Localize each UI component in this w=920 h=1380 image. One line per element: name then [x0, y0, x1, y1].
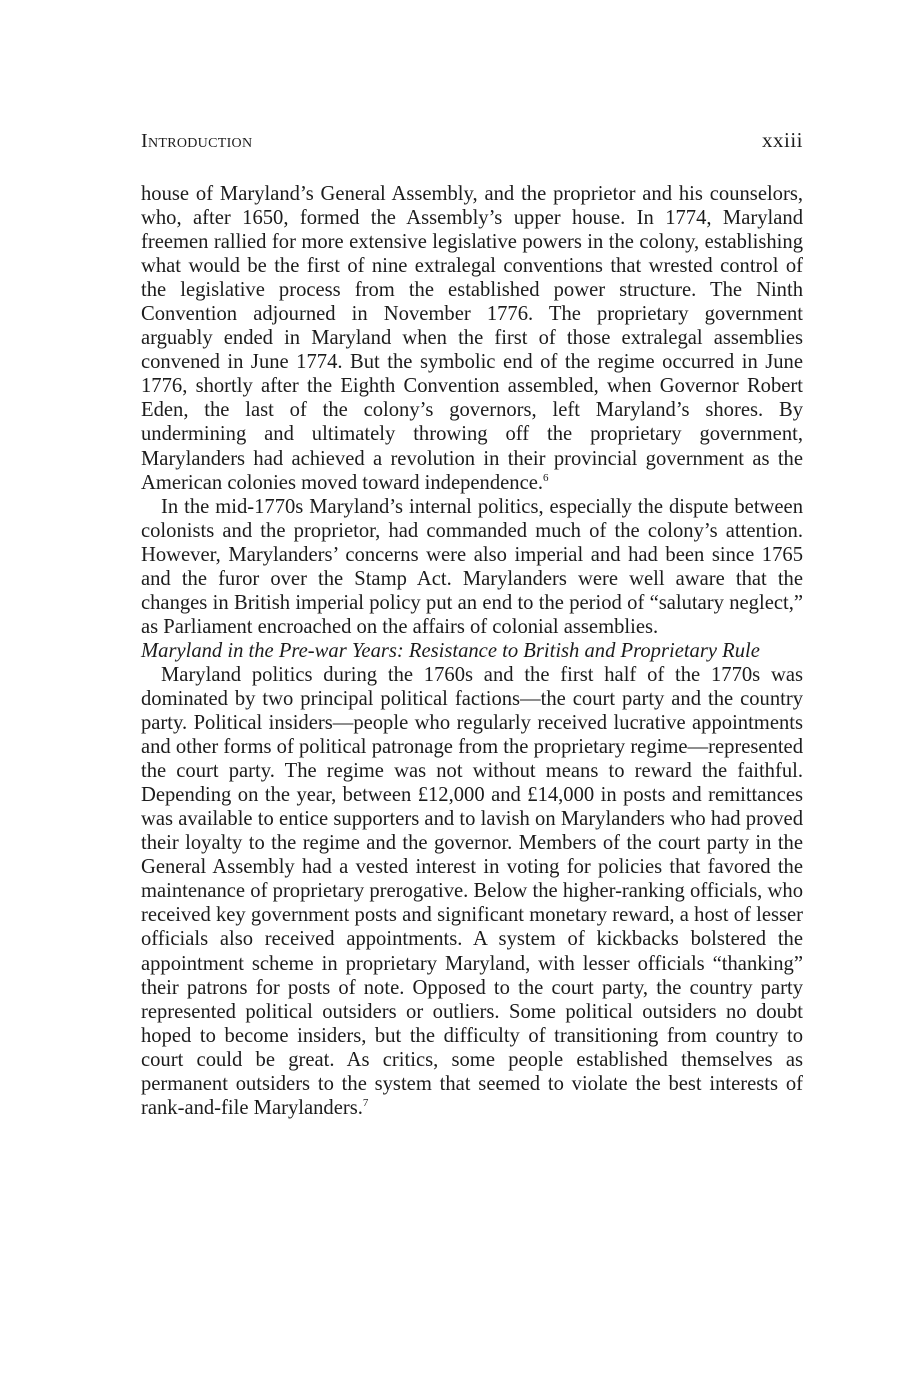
paragraph-text: In the mid-1770s Maryland’s internal politics, especially the dispute between colonists and the proprietor, had commanded much of the colony’s attention. However, Marylanders’ concerns were also imperial and had been since 1765 and the furor over the Stamp Act. Marylanders were well aware that the changes in British imperial policy put an end to the period of “salutary neglect,” as Parliament encroached on the affairs of colonial assemblies.: [141, 495, 803, 638]
footnote-reference: 7: [362, 1096, 369, 1109]
running-title: Introduction: [141, 130, 253, 152]
paragraph-text: house of Maryland’s General Assembly, and the proprietor and his counselors, who, after 1650, formed the Assembly’s upper house. In 1774, Maryland freemen rallied for more extensive legislative powers in the colony, establishing what would be the first of nine extralegal conventions that wrested control of the legislative process from the established power structure. The Ninth Convention adjourned in November 1776. The proprietary government arguably ended in Maryland when the first of those extralegal assemblies convened in June 1774. But the symbolic end of the regime occurred in June 1776, shortly after the Eighth Convention assembled, when Governor Robert Eden, the last of the colony’s governors, left Maryland’s shores. By undermining and ultimately throwing off the proprietary government, Marylanders had achieved a revolution in their provincial government as the American colonies moved toward independence.: [141, 183, 803, 494]
paragraph: [141, 182, 803, 495]
footnote-reference: 6: [543, 471, 549, 484]
paragraph: [141, 663, 803, 1120]
section-subheading: Maryland in the Pre-war Years: Resistance to British and Proprietary Rule: [141, 639, 760, 662]
running-head: [141, 128, 803, 158]
page-number: xxiii: [761, 128, 803, 152]
book-page: [141, 128, 803, 1120]
body-text: [141, 182, 803, 1120]
paragraph: [141, 495, 803, 639]
paragraph-text: Maryland politics during the 1760s and the first half of the 1770s was dominated by two principal political factions—the court party and the country party. Political insiders—people who regularly received lucrative appointments and other forms of political patronage from the proprietary regime—represented the court party. The regime was not without means to reward the faithful. Depending on the year, between £12,000 and £14,000 in posts and remittances was available to entice supporters and to lavish on Marylanders who had proved their loyalty to the regime and the governor. Members of the court party in the General Assembly had a vested interest in voting for policies that favored the maintenance of proprietary prerogative. Below the higher-ranking officials, who received key government posts and significant monetary reward, a host of lesser officials also received appointments. A system of kickbacks bolstered the appointment scheme in proprietary Maryland, with lesser officials “thanking” their patrons for posts of note. Opposed to the court party, the country party represented political outsiders or outliers. Some political outsiders no doubt hoped to become insiders, but the difficulty of transitioning from country to court could be great. As critics, some people established themselves as permanent outsiders to the system that seemed to violate the best interests of rank-and-file Marylanders.: [141, 663, 803, 1119]
